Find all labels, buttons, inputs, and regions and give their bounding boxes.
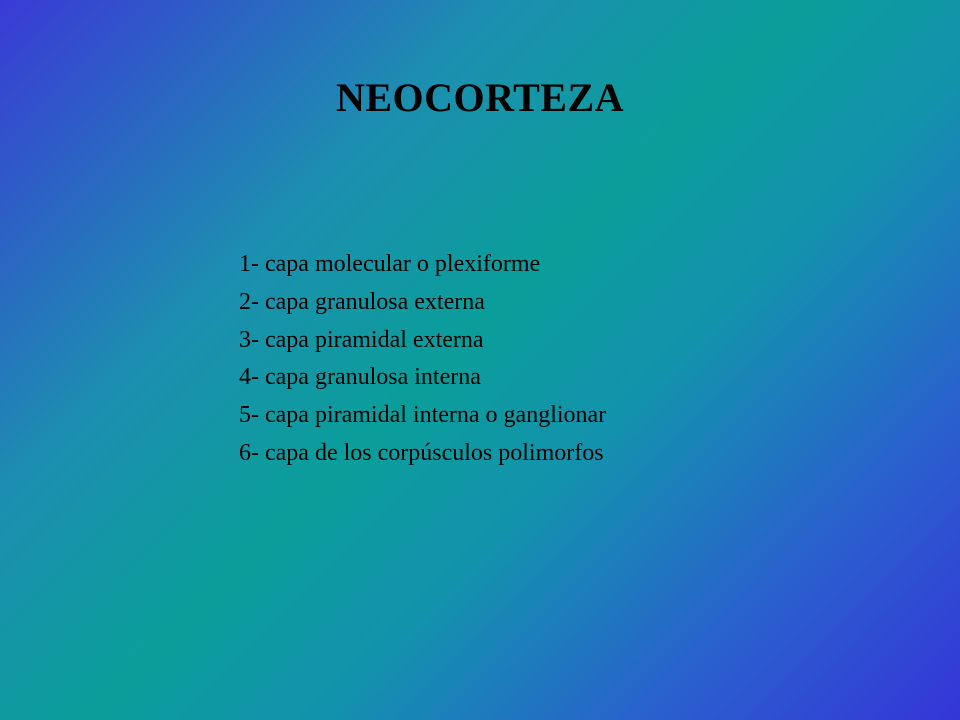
layer-item-4: 4- capa granulosa interna — [239, 364, 481, 391]
layer-item-2: 2- capa granulosa externa — [239, 288, 485, 315]
layer-item-6: 6- capa de los corpúsculos polimorfos — [239, 439, 604, 466]
layer-item-3: 3- capa piramidal externa — [239, 326, 484, 353]
layer-item-5: 5- capa piramidal interna o ganglionar — [239, 402, 607, 429]
layer-item-1: 1- capa molecular o plexiforme — [239, 251, 541, 277]
slide-title: NEOCORTEZA — [335, 75, 625, 120]
layer-list — [239, 246, 606, 473]
